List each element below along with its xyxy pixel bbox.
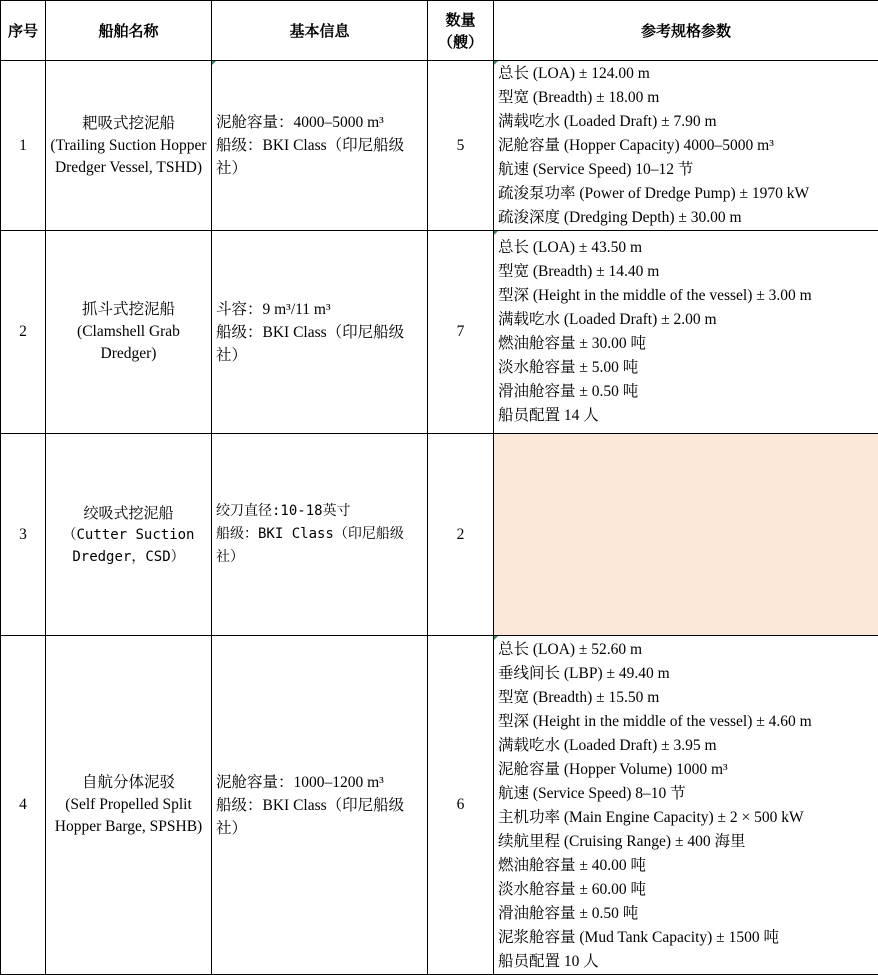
spec-line: 燃油舱容量 ± 40.00 吨 bbox=[498, 854, 878, 878]
spec-line: 型宽 (Breadth) ± 15.50 m bbox=[498, 686, 878, 710]
spec-params bbox=[494, 61, 878, 231]
spec-line: 泥舱容量 (Hopper Capacity) 4000–5000 m³ bbox=[498, 134, 878, 158]
spec-line: 总长 (LOA) ± 52.60 m bbox=[498, 638, 878, 662]
basic-info-class: 船级：BKI Class（印尼船级社） bbox=[216, 523, 424, 569]
spec-line: 满载吃水 (Loaded Draft) ± 3.95 m bbox=[498, 734, 878, 758]
spec-line: 疏浚深度 (Dredging Depth) ± 30.00 m bbox=[498, 206, 878, 230]
quantity: 5 bbox=[428, 61, 494, 231]
quantity: 6 bbox=[428, 636, 494, 975]
vessel-name bbox=[46, 636, 212, 975]
basic-info-class: 船级：BKI Class（印尼船级社） bbox=[216, 794, 424, 840]
header-quantity-line1: 数量 bbox=[428, 9, 493, 31]
vessel-name-en: (Clamshell Grab Dredger) bbox=[49, 321, 208, 365]
basic-info bbox=[212, 61, 428, 231]
spec-line: 泥浆舱容量 (Mud Tank Capacity) ± 1500 吨 bbox=[498, 926, 878, 950]
spec-line: 疏浚泵功率 (Power of Dredge Pump) ± 1970 kW bbox=[498, 182, 878, 206]
spec-line: 船员配置 14 人 bbox=[498, 404, 878, 428]
basic-info-cutter: 绞刀直径:10-18英寸 bbox=[216, 500, 424, 523]
spec-line: 续航里程 (Cruising Range) ± 400 海里 bbox=[498, 830, 878, 854]
spec-line: 满载吃水 (Loaded Draft) ± 7.90 m bbox=[498, 110, 878, 134]
basic-info-capacity: 泥舱容量：1000–1200 m³ bbox=[216, 771, 424, 794]
basic-info-capacity: 泥舱容量：4000–5000 m³ bbox=[216, 111, 424, 134]
row-index: 1 bbox=[1, 61, 46, 231]
spec-line: 型宽 (Breadth) ± 18.00 m bbox=[498, 86, 878, 110]
spec-params bbox=[494, 636, 878, 975]
row-index: 3 bbox=[1, 434, 46, 636]
vessel-name-en: (Self Propelled Split Hopper Barge, SPSHB) bbox=[49, 794, 208, 838]
vessel-name-cn: 耙吸式挖泥船 bbox=[49, 113, 208, 135]
spec-line: 滑油舱容量 ± 0.50 吨 bbox=[498, 902, 878, 926]
vessel-name-en: （Cutter Suction Dredger，CSD） bbox=[49, 524, 208, 568]
quantity: 2 bbox=[428, 434, 494, 636]
spec-line: 滑油舱容量 ± 0.50 吨 bbox=[498, 380, 878, 404]
header-index: 序号 bbox=[1, 1, 46, 61]
basic-info bbox=[212, 434, 428, 636]
spec-params bbox=[494, 231, 878, 434]
spec-line: 燃油舱容量 ± 30.00 吨 bbox=[498, 332, 878, 356]
spec-line: 总长 (LOA) ± 43.50 m bbox=[498, 236, 878, 260]
spec-line: 满载吃水 (Loaded Draft) ± 2.00 m bbox=[498, 308, 878, 332]
header-parameters: 参考规格参数 bbox=[494, 1, 878, 61]
table-row bbox=[1, 61, 878, 231]
vessel-name-cn: 自航分体泥驳 bbox=[49, 772, 208, 794]
spec-line: 航速 (Service Speed) 8–10 节 bbox=[498, 782, 878, 806]
table-row bbox=[1, 231, 878, 434]
spec-line: 淡水舱容量 ± 60.00 吨 bbox=[498, 878, 878, 902]
spec-line: 型深 (Height in the middle of the vessel) ± 4.60 m bbox=[498, 710, 878, 734]
spec-line: 船员配置 10 人 bbox=[498, 950, 878, 974]
header-basic-info: 基本信息 bbox=[212, 1, 428, 61]
spec-params-empty bbox=[494, 434, 878, 636]
header-quantity bbox=[428, 1, 494, 61]
spec-line: 泥舱容量 (Hopper Volume) 1000 m³ bbox=[498, 758, 878, 782]
header-row bbox=[1, 1, 878, 61]
spec-line: 型宽 (Breadth) ± 14.40 m bbox=[498, 260, 878, 284]
spec-line: 型深 (Height in the middle of the vessel) ± 3.00 m bbox=[498, 284, 878, 308]
vessel-name bbox=[46, 61, 212, 231]
row-index: 4 bbox=[1, 636, 46, 975]
vessel-name bbox=[46, 434, 212, 636]
spec-line: 航速 (Service Speed) 10–12 节 bbox=[498, 158, 878, 182]
spec-line: 主机功率 (Main Engine Capacity) ± 2 × 500 kW bbox=[498, 806, 878, 830]
basic-info-capacity: 斗容：9 m³/11 m³ bbox=[216, 298, 424, 321]
header-vessel-name: 船舶名称 bbox=[46, 1, 212, 61]
vessel-name-cn: 绞吸式挖泥船 bbox=[49, 502, 208, 524]
basic-info-class: 船级：BKI Class（印尼船级社） bbox=[216, 321, 424, 367]
spec-line: 垂线间长 (LBP) ± 49.40 m bbox=[498, 662, 878, 686]
vessel-name-en: (Trailing Suction Hopper Dredger Vessel, TSHD) bbox=[49, 135, 208, 179]
header-quantity-line2: （艘） bbox=[428, 31, 493, 53]
vessel-name-cn: 抓斗式挖泥船 bbox=[49, 299, 208, 321]
table-row bbox=[1, 636, 878, 975]
spec-line: 总长 (LOA) ± 124.00 m bbox=[498, 62, 878, 86]
basic-info-class: 船级：BKI Class（印尼船级社） bbox=[216, 134, 424, 180]
row-index: 2 bbox=[1, 231, 46, 434]
basic-info bbox=[212, 636, 428, 975]
spec-line: 淡水舱容量 ± 5.00 吨 bbox=[498, 356, 878, 380]
table-row bbox=[1, 434, 878, 636]
quantity: 7 bbox=[428, 231, 494, 434]
vessel-name bbox=[46, 231, 212, 434]
basic-info bbox=[212, 231, 428, 434]
